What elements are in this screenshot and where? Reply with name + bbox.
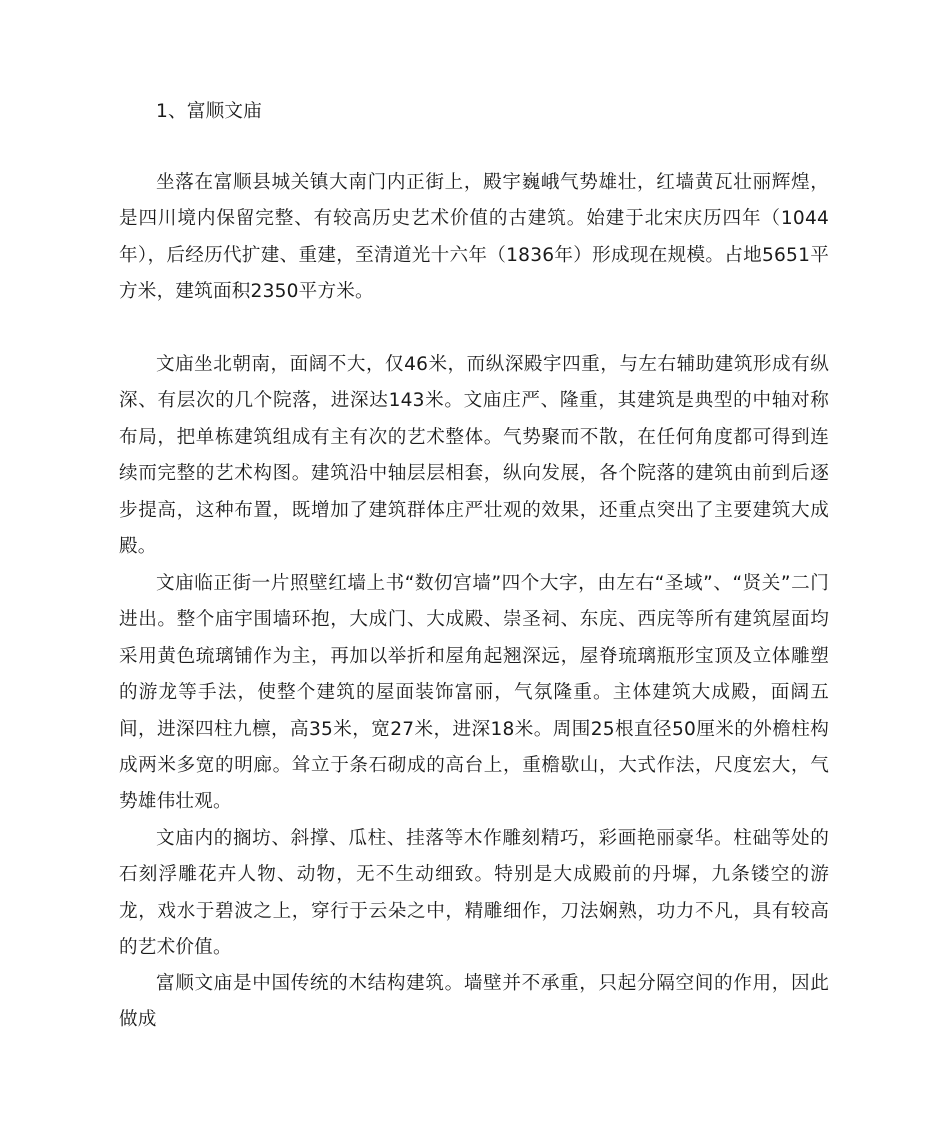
paragraph-carvings: 文庙内的搁坊、斜撑、瓜柱、挂落等木作雕刻精巧，彩画艳丽豪华。柱础等处的石刻浮雕花卉人物、动物，无不生动细致。特别是大成殿前的丹墀，九条镂空的游龙，戏水于碧波之上，穿行于云朵之中，精雕细作，刀法娴熟，功力不凡，具有较高的艺术价值。 <box>119 828 829 959</box>
paragraph-layout: 文庙坐北朝南，面阔不大，仅46米，而纵深殿宇四重，与左右辅助建筑形成有纵深、有层次的几个院落，进深达143米。文庙庄严、隆重，其建筑是典型的中轴对称布局，把单栋建筑组成有主有次的艺术整体。气势聚而不散，在任何角度都可得到连续而完整的艺术构图。建筑沿中轴层层相套，纵向发展，各个院落的建筑由前到后逐步提高，这种布置，既增加了建筑群体庄严壮观的效果，还重点突出了主要建筑大成殿。 <box>119 354 829 558</box>
section-heading: 1、富顺文庙 <box>156 101 262 122</box>
paragraph-location-history: 坐落在富顺县城关镇大南门内正街上，殿宇巍峨气势雄壮，红墙黄瓦壮丽辉煌，是四川境内保留完整、有较高历史艺术价值的古建筑。始建于北宋庆历四年（1044年），后经历代扩建、重建，至清道光十六年（1836年）形成现在规模。占地5651平方米，建筑面积2350平方米。 <box>119 172 829 303</box>
paragraph-main-hall: 文庙临正街一片照壁红墙上书“数仞宫墙”四个大字，由左右“圣域”、“贤关”二门进出。整个庙宇围墙环抱，大成门、大成殿、崇圣祠、东庑、西庑等所有建筑屋面均采用黄色琉璃铺作为主，再加以举折和屋角起翘深远，屋脊琉璃瓶形宝顶及立体雕塑的游龙等手法，使整个建筑的屋面装饰富丽，气氛隆重。主体建筑大成殿，面阔五间，进深四柱九檩，高35米，宽27米，进深18米。周围25根直径50厘米的外檐柱构成两米多宽的明廊。耸立于条石砌成的高台上，重檐歇山，大式作法，尺度宏大，气势雄伟壮观。 <box>119 573 829 813</box>
paragraph-wood-structure: 富顺文庙是中国传统的木结构建筑。墙壁并不承重，只起分隔空间的作用，因此做成 <box>119 973 829 1031</box>
